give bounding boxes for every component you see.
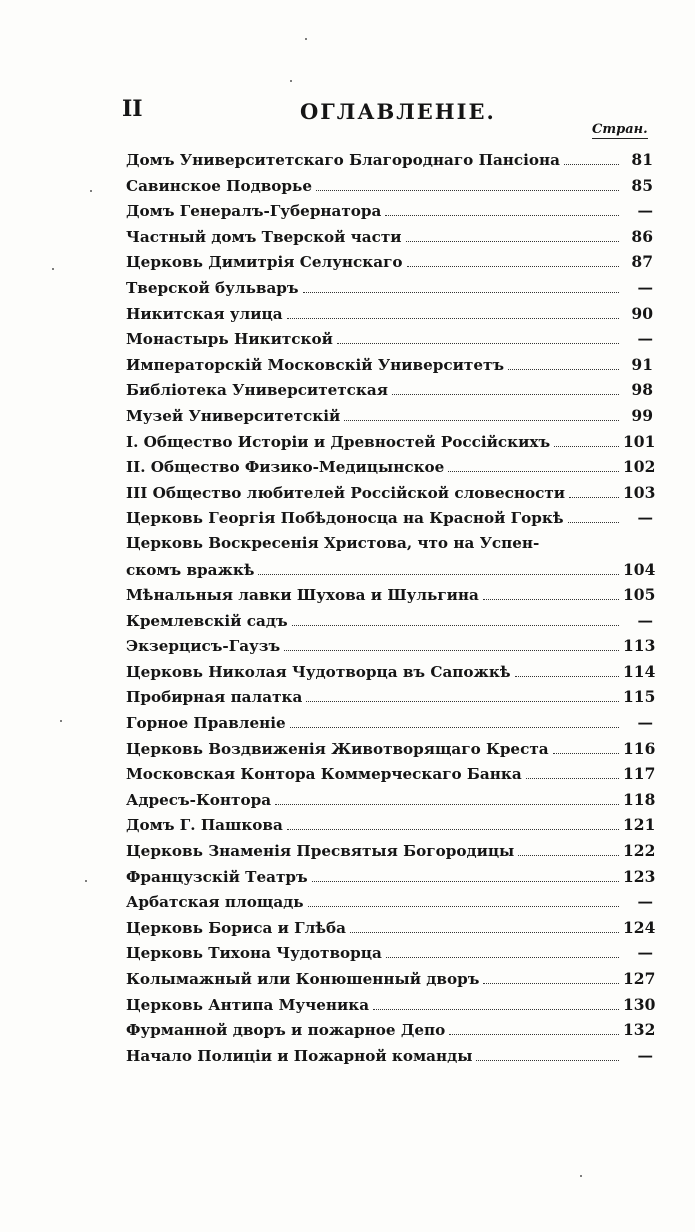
dot-leader	[449, 1033, 619, 1035]
toc-entry-title: Домъ Университетскаго Благороднаго Пансіона	[126, 151, 561, 169]
toc-entry-title: Колымажный или Конюшенный дворъ	[126, 970, 480, 988]
toc-entry-page: 132	[623, 1020, 656, 1040]
toc-entry-title: I. Общество Исторіи и Древностей Россійскихъ	[126, 432, 551, 451]
toc-entry	[126, 275, 653, 301]
toc-entry	[126, 838, 656, 864]
dot-leader	[275, 803, 619, 805]
dot-leader	[554, 445, 619, 447]
toc-entry	[126, 1017, 656, 1043]
toc-entry-page: 90	[631, 303, 653, 323]
toc-entry-title: Горное Правленіе	[126, 714, 286, 733]
scan-speck	[90, 190, 92, 192]
toc-entry	[126, 915, 656, 941]
toc-entry	[126, 480, 656, 506]
dot-leader	[568, 521, 619, 523]
toc-entry-title: Библіотека Университетская	[126, 381, 388, 400]
toc-entry-page: 117	[623, 764, 656, 784]
toc-entry	[126, 633, 656, 659]
toc-entry	[126, 940, 653, 966]
toc-entry	[126, 198, 653, 224]
dot-leader	[518, 854, 619, 856]
toc-entry-page: —	[637, 713, 653, 733]
toc-entry-title: Музей Университетскій	[126, 406, 341, 425]
toc-entry-page: —	[637, 277, 653, 297]
toc-entry-page: 103	[623, 482, 656, 502]
toc-entry-title: Кремлевскій садъ	[126, 611, 288, 630]
scan-speck	[85, 880, 87, 882]
toc-entry-title: Императорскій Московскій Университетъ	[126, 355, 505, 374]
toc-entry	[126, 659, 656, 685]
toc-entry-title: Частный домъ Тверской части	[126, 227, 402, 246]
dot-leader	[543, 547, 619, 548]
toc-entry	[126, 224, 653, 250]
toc-entry-page: 121	[623, 815, 656, 835]
toc-entry-page: 130	[623, 994, 656, 1014]
toc-entry-title: Начало Полиціи и Пожарной команды	[126, 1046, 473, 1065]
toc-entry-page: 123	[623, 866, 656, 886]
dot-leader	[569, 496, 619, 498]
dot-leader	[337, 342, 619, 344]
toc-entry-title: Церковь Воздвиженія Животворящаго Креста	[126, 739, 549, 758]
dot-leader	[385, 214, 619, 216]
toc-entry-page: 86	[631, 226, 653, 246]
toc-entry-title: Церковь Тихона Чудотворца	[126, 944, 382, 963]
toc-entry	[126, 454, 656, 480]
toc-entry	[126, 684, 656, 710]
toc-entry	[126, 608, 653, 634]
scan-speck	[580, 1175, 582, 1177]
dot-leader	[515, 675, 619, 677]
dot-leader	[316, 189, 619, 191]
dot-leader	[308, 905, 619, 907]
dot-leader	[290, 726, 619, 728]
toc-entry-title: Церковь Антипа Мученика	[126, 995, 370, 1014]
toc-entry-title: Французскій Театръ	[126, 867, 308, 886]
toc-entry	[126, 301, 653, 327]
toc-entry-title: Фурманной дворъ и пожарное Депо	[126, 1021, 446, 1040]
toc-entry-title: II. Общество Физико-Медицынское	[126, 458, 445, 477]
toc-entry-page: —	[637, 943, 653, 963]
toc-entry	[126, 582, 656, 608]
toc-entry-title: Домъ Генералъ-Губернатора	[126, 202, 382, 221]
toc-entry	[126, 326, 653, 352]
dot-leader	[448, 470, 619, 472]
toc-entry	[126, 377, 653, 403]
toc-entry-title: Пробирная палатка	[126, 688, 303, 707]
dot-leader	[312, 880, 619, 882]
toc-entry-page: —	[637, 610, 653, 630]
toc-entry-page: 124	[623, 917, 656, 937]
toc-entry-title: Экзерцисъ-Гаузъ	[126, 637, 281, 656]
toc-entry-title: Мѣнальныя лавки Шухова и Шульгина	[126, 586, 479, 605]
dot-leader	[373, 1008, 619, 1010]
toc-entry	[126, 864, 656, 890]
table-of-contents	[126, 147, 656, 1068]
dot-leader	[284, 649, 619, 651]
toc-entry	[126, 710, 653, 736]
dot-leader	[508, 368, 619, 370]
toc-entry	[126, 812, 656, 838]
toc-entry	[126, 173, 653, 199]
dot-leader	[344, 419, 619, 421]
toc-entry	[126, 505, 653, 531]
toc-entry-title: Церковь Георгія Побѣдоносца на Красной Горкѣ	[126, 509, 564, 528]
toc-entry-title: Московская Контора Коммерческаго Банка	[126, 765, 522, 784]
toc-entry-page: 99	[631, 405, 653, 425]
dot-leader	[292, 624, 619, 626]
toc-entry-page: 113	[623, 636, 656, 656]
toc-entry-page: 118	[623, 789, 656, 809]
toc-entry-title: Церковь Бориса и Глѣба	[126, 918, 346, 937]
toc-entry-title: III Общество любителей Россійской словесности	[126, 483, 566, 502]
toc-entry	[126, 736, 656, 762]
toc-entry-title: Церковь Воскресенія Христова, что на Успен-	[126, 533, 540, 552]
toc-entry-title: Церковь Димитрія Селунскаго	[126, 253, 403, 272]
dot-leader	[287, 828, 619, 830]
dot-leader	[407, 265, 619, 267]
toc-entry	[126, 557, 656, 583]
page-column-label: Стран.	[592, 122, 648, 137]
dot-leader	[564, 163, 619, 165]
toc-entry	[126, 787, 656, 813]
dot-leader	[287, 317, 619, 319]
toc-entry	[126, 429, 656, 455]
toc-entry-page: 101	[623, 431, 656, 451]
toc-entry-page: 91	[631, 354, 653, 374]
dot-leader	[553, 752, 619, 754]
toc-entry-page: 102	[623, 457, 656, 477]
toc-entry-title: Никитская улица	[126, 304, 283, 323]
scan-speck	[305, 38, 307, 40]
toc-entry-page: 85	[631, 175, 653, 195]
dot-leader	[258, 573, 619, 575]
toc-entry	[126, 531, 653, 557]
toc-entry	[126, 889, 653, 915]
dot-leader	[406, 240, 619, 242]
dot-leader	[483, 598, 619, 600]
scan-speck	[52, 268, 54, 270]
toc-entry-page: —	[637, 892, 653, 912]
toc-entry-title: скомъ вражкѣ	[126, 560, 255, 579]
toc-entry	[126, 352, 653, 378]
toc-entry-page: 81	[631, 150, 653, 169]
toc-entry-page: 104	[623, 559, 656, 579]
dot-leader	[306, 700, 619, 702]
toc-entry	[126, 403, 653, 429]
toc-entry	[126, 147, 653, 173]
toc-entry-page: 116	[623, 738, 656, 758]
toc-entry	[126, 249, 653, 275]
dot-leader	[476, 1059, 619, 1061]
toc-entry-title: Монастырь Никитской	[126, 330, 333, 349]
toc-entry-title: Тверской бульваръ	[126, 278, 299, 297]
toc-entry-page: 98	[631, 380, 653, 400]
toc-entry	[126, 992, 656, 1018]
toc-entry	[126, 1043, 653, 1069]
dot-leader	[386, 956, 619, 958]
toc-entry-page: —	[637, 1045, 653, 1065]
page-title: ОГЛАВЛЕНІЕ.	[300, 99, 496, 124]
page-number: II	[122, 96, 143, 122]
toc-entry-page: —	[637, 508, 653, 528]
toc-entry-title: Адресъ-Контора	[126, 790, 272, 809]
toc-entry	[126, 761, 656, 787]
dot-leader	[483, 982, 619, 984]
dot-leader	[392, 393, 619, 395]
toc-entry-page: 122	[623, 841, 656, 861]
dot-leader	[526, 777, 619, 779]
toc-entry-title: Церковь Знаменія Пресвятыя Богородицы	[126, 842, 515, 861]
toc-entry-title: Церковь Николая Чудотворца въ Сапожкѣ	[126, 662, 511, 681]
toc-entry-page: 105	[623, 585, 656, 605]
dot-leader	[303, 291, 619, 293]
toc-entry-page: —	[637, 329, 653, 349]
scan-speck	[60, 720, 62, 722]
scan-speck	[290, 80, 292, 82]
toc-entry-page: 114	[623, 661, 656, 681]
toc-entry-title: Савинское Подворье	[126, 176, 313, 195]
dot-leader	[350, 931, 619, 933]
toc-entry-page: 87	[631, 252, 653, 272]
toc-entry	[126, 966, 656, 992]
toc-entry-page: 127	[623, 969, 656, 988]
toc-entry-title: Домъ Г. Пашкова	[126, 816, 283, 835]
toc-entry-page: 115	[623, 687, 656, 707]
toc-entry-title: Арбатская площадь	[126, 893, 304, 912]
toc-entry-page: —	[637, 201, 653, 221]
